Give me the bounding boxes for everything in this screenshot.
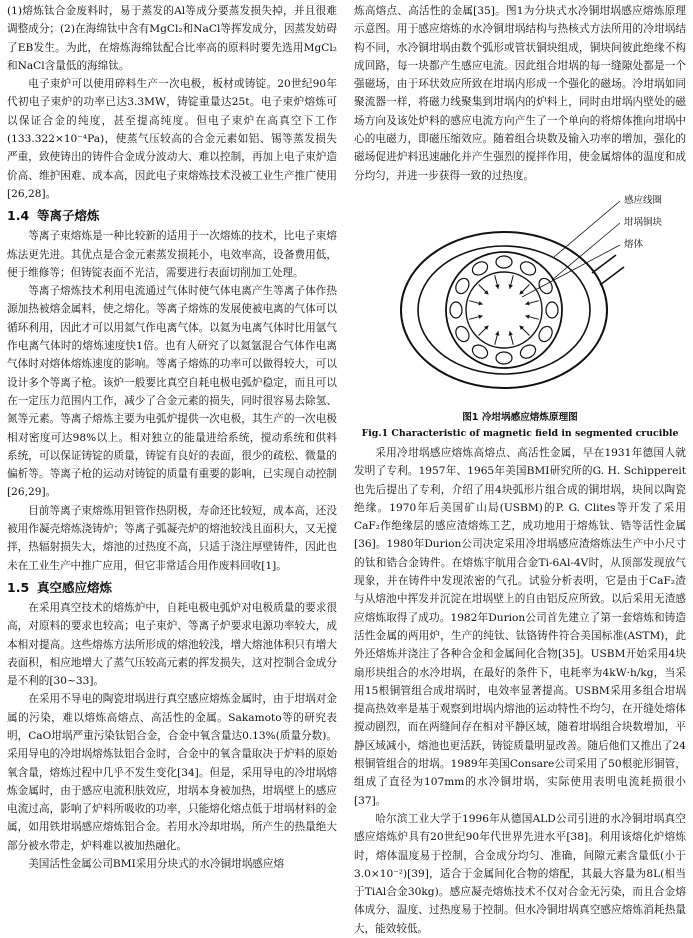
crucible-segment xyxy=(496,256,512,268)
section-heading-1-4 xyxy=(7,207,337,225)
left-column xyxy=(7,2,337,873)
figure-caption-cn: 图1 冷坩埚感应熔炼原理图 xyxy=(462,411,578,423)
crucible-segment xyxy=(496,352,512,364)
paragraph: 哈尔滨工业大学于1996年从德国ALD公司引进的水冷铜坩埚真空感应熔炼炉具有20世纪90年代世界先进水平[38]。利用该熔化炉熔炼时，熔体温度易于控制，合金成分均匀、准确，间隙元素含量低(小于3.0×10⁻²)[39]，适合于金属间化合物的熔配，其最大容量为8L(相当于TiAl合金30kg)。感应凝壳熔炼技术不仅对合金无污染，而且合金熔体成分、温度、过热度易于控制。但水冷铜坩埚真空感应熔炼消耗热量大，能效较低。 xyxy=(354,812,686,935)
paragraph: 目前等离子束熔炼用钽管作热阴极，寿命还比较短，成本高，还没被用作凝壳熔炼浇铸炉；等离子弧凝壳炉的熔池较浅且面积大，又无搅拌，热辐射损失大，熔池的过热度不高，只适于浇注厚壁铸件，因此也未在工业生产中推广应用，但它非常适合用作废料回收[1]。 xyxy=(7,504,337,572)
coil-lead xyxy=(600,267,624,285)
paragraph: 炼高熔点、高活性的金属[35]。图1为分块式水冷铜坩埚感应熔炼原理示意图。用于感应熔炼的水冷铜坩埚结构与热核式方法所用的冷坩埚结构不同，水冷铜坩埚由数个弧形或管状铜块组成，铜块间彼此绝缘不构成回路，每一块都产生感应电流。因此组合坩埚的每一缝隙处都是一个强磁场，由于环状效应所致在坩埚内形成一个强化的磁场。冷坩埚如同聚流器一样，将磁力线聚集到坩埚内的炉料上，同时由坩埚内壁处的磁场方向及该处炉料的感应电流方向产生了一个单向的将熔体推向坩埚中心的电磁力，即磁压缩效应。随着组合块数及输入功率的增加，强化的磁场促进炉料迅速融化并产生强烈的搅拌作用，使金属熔体的温度和成分均匀，并进一步获得一致的过热度。 xyxy=(354,5,686,182)
figure-1 xyxy=(354,185,686,410)
label-induction-coil: 感应线圈 xyxy=(624,194,663,206)
section-heading-1-5 xyxy=(7,579,337,597)
melt-region xyxy=(466,272,542,348)
crucible-segment xyxy=(450,302,462,318)
section-number: 1.5 xyxy=(7,579,30,595)
label-melt: 熔体 xyxy=(624,238,644,250)
leader-line xyxy=(522,245,620,297)
paragraph: 采用冷坩埚感应熔炼高熔点、高活性金属，早在1931年德国人就发明了专利。1957年、1965年美国BMI研究所的G. H. Schippereit也先后提出了专利，介绍了用4块弧形片组合成的铜坩埚，块间以陶瓷绝缘。1970年后美国矿山局(USBM)的P. G. Clites等开发了采用CaF₂作绝缘层的感应渣熔炼工艺，成功地用于熔炼钛、锆等活性金属[36]。1980年Durion公司决定采用冷坩埚感应渣熔炼法生产中小尺寸的钛和锆合金铸件。在熔炼宇航用合金Ti-6Al-4V时，从顶部发现放气现象，并在铸件中发现浓密的气孔。试验分析表明，它是由于CaF₂渣与从熔池中挥发并沉淀在坩埚壁上的自由铝反应所致。以后采用无渣感应熔炼取得了成功。1982年Durion公司首先建立了第一套熔炼和铸造活性金属的两用炉，生产的纯钛、钛铬铸件符合美国标准(ASTM)，此外还熔炼并浇注了各种合金和金属间化合物[35]。USBM开始采用4块扇形块组合的水冷坩埚，在最好的条件下，电耗率为4kW·h/kg，当采用15根铜管组合成坩埚时，电效率显著提高。USBM采用多组合坩埚提高热效率是基于观察到坩埚内熔池的运动特性不均匀，在开缝处熔体搅动剧烈，而在两缝间存在相对平静区域，随着坩埚组合块数增加，平静区域减小，熔池也更活跃，铸锭质量明显改善。随后他们又推出了24根铜管组合的坩埚。1989年美国Consare公司采用了50根驼形铜管，组成了直径为107mm的水冷铜坩埚，实际使用表明电流耗损很小[37]。 xyxy=(354,446,686,807)
paragraph: 等离子束熔炼是一种比较新的适用于一次熔炼的技术，比电子束熔炼法更先进。其优点是合金元素蒸发损耗小，电效率高，设备费用低，便于维修等；但铸锭表面不光洁，需要进行表面切削加工处理。 xyxy=(7,230,337,279)
paragraph: (1)熔炼钛合金废料时，易于蒸发的Al等成分要蒸发损失掉，并且很难调整成分；(2)在海绵钛中含有MgCl₂和NaCl等挥发成分，因蒸发妨碍了EB发生。为此，在熔炼海绵钛配合比率高的原料时要先选用MgCl₂和NaCl含量低的海绵钛。 xyxy=(7,5,337,72)
paragraph: 等离子熔炼技术利用电流通过气体时使气体电离产生等离子体作热源加热被熔金属料，使之熔化。等离子熔炼的发展使被电离的气体可以循环利用，因此才可以用氦气作电离气体。以氦为电离气体时比用氩气作电离气体时的熔炼速度快1倍。也有人研究了以氦氩混合气体作电离气体时对熔体熔炼速度的影响。等离子熔炼的功率可以做得较大，可以设计多个等离子枪。该炉一般要比真空自耗电极电弧炉稳定，而且可以在一定压力范围内工作，减少了合金元素的损失，同时很容易去除氢、氮等元素。等离子熔炼主要为电弧炉提供一次电极，其生产的一次电极相对密度可达98%以上。相对独立的能量进给系统，搅动系统和供料系统，可以保证铸锭的质量，铸锭有良好的表面，很少的疏松、微量的偏析等。等离子枪的运动对铸锭的质量有重要的影响，已实现自动控制[26,29]。 xyxy=(7,285,337,499)
section-title: 真空感应熔炼 xyxy=(37,579,113,595)
crucible-segment xyxy=(546,302,558,318)
label-crucible-block: 坩埚铜块 xyxy=(624,216,663,228)
leader-line xyxy=(554,201,620,257)
figure-caption-en: Fig.1 Characteristic of magnetic field in segmented crucible xyxy=(361,427,679,439)
section-number: 1.4 xyxy=(7,208,30,224)
paragraph: 美国活性金属公司BMI采用分块式的水冷铜坩埚感应熔 xyxy=(28,858,285,871)
paragraph: 在采用真空技术的熔炼炉中，自耗电极电弧炉对电极质量的要求很高，对原料的要求也较高；电子束炉、等离子炉要求电源功率较大，成本相对提高。这些熔炼方法所形成的熔池较浅，增大熔池体积只有增大表面积，相应地增大了蒸气压较高元素的挥发损失，这对控制合金成分是不利的[30~33]。 xyxy=(7,601,337,688)
paragraph: 在采用不导电的陶瓷坩埚进行真空感应熔炼金属时，由于坩埚对金属的污染，难以熔炼高熔点、高活性的金属。Sakamoto等的研究表明，CaO坩埚严重污染钛铝合金，合金中氧含量达0.13%(质量分数)。采用导电的冷坩埚熔炼钛铝合金时，合金中的氧含量取决于炉料的原始氧含量，熔炼过程中几乎不发生变化[34]。但是，采用导电的冷坩埚熔炼金属时，由于感应电流积肤效应，坩埚本身被加热，坩埚壁上的感应电流过高，影响了炉料所吸收的功率，只能熔化熔点低于坩埚材料的金属，如用铁坩埚感应熔炼铝合金。若用水冷却坩埚，所产生的热量绝大部分被水带走，炉料难以被加热融化。 xyxy=(7,693,337,852)
paragraph: 电子束炉可以使用碎料生产一次电极，板材或铸锭。20世纪90年代初电子束炉的功率已达3.3MW，铸锭重量达25t。电子束炉熔炼可以保证合金的纯度，甚至提高纯度。但电子束炉在高真空下工作(133.322×10⁻⁴Pa)，使蒸气压较高的合金元素如铝、锡等蒸发损失严重，致使铸出的铸件合金成分波动大、难以控制，再加上电子束炉造价高、维护困难、成本高，因此电子束熔炼技术没被工业生产推广使用[26,28]。 xyxy=(7,78,337,200)
right-column xyxy=(354,2,686,938)
leader-line xyxy=(552,223,620,280)
section-title: 等离子熔炼 xyxy=(37,208,100,224)
